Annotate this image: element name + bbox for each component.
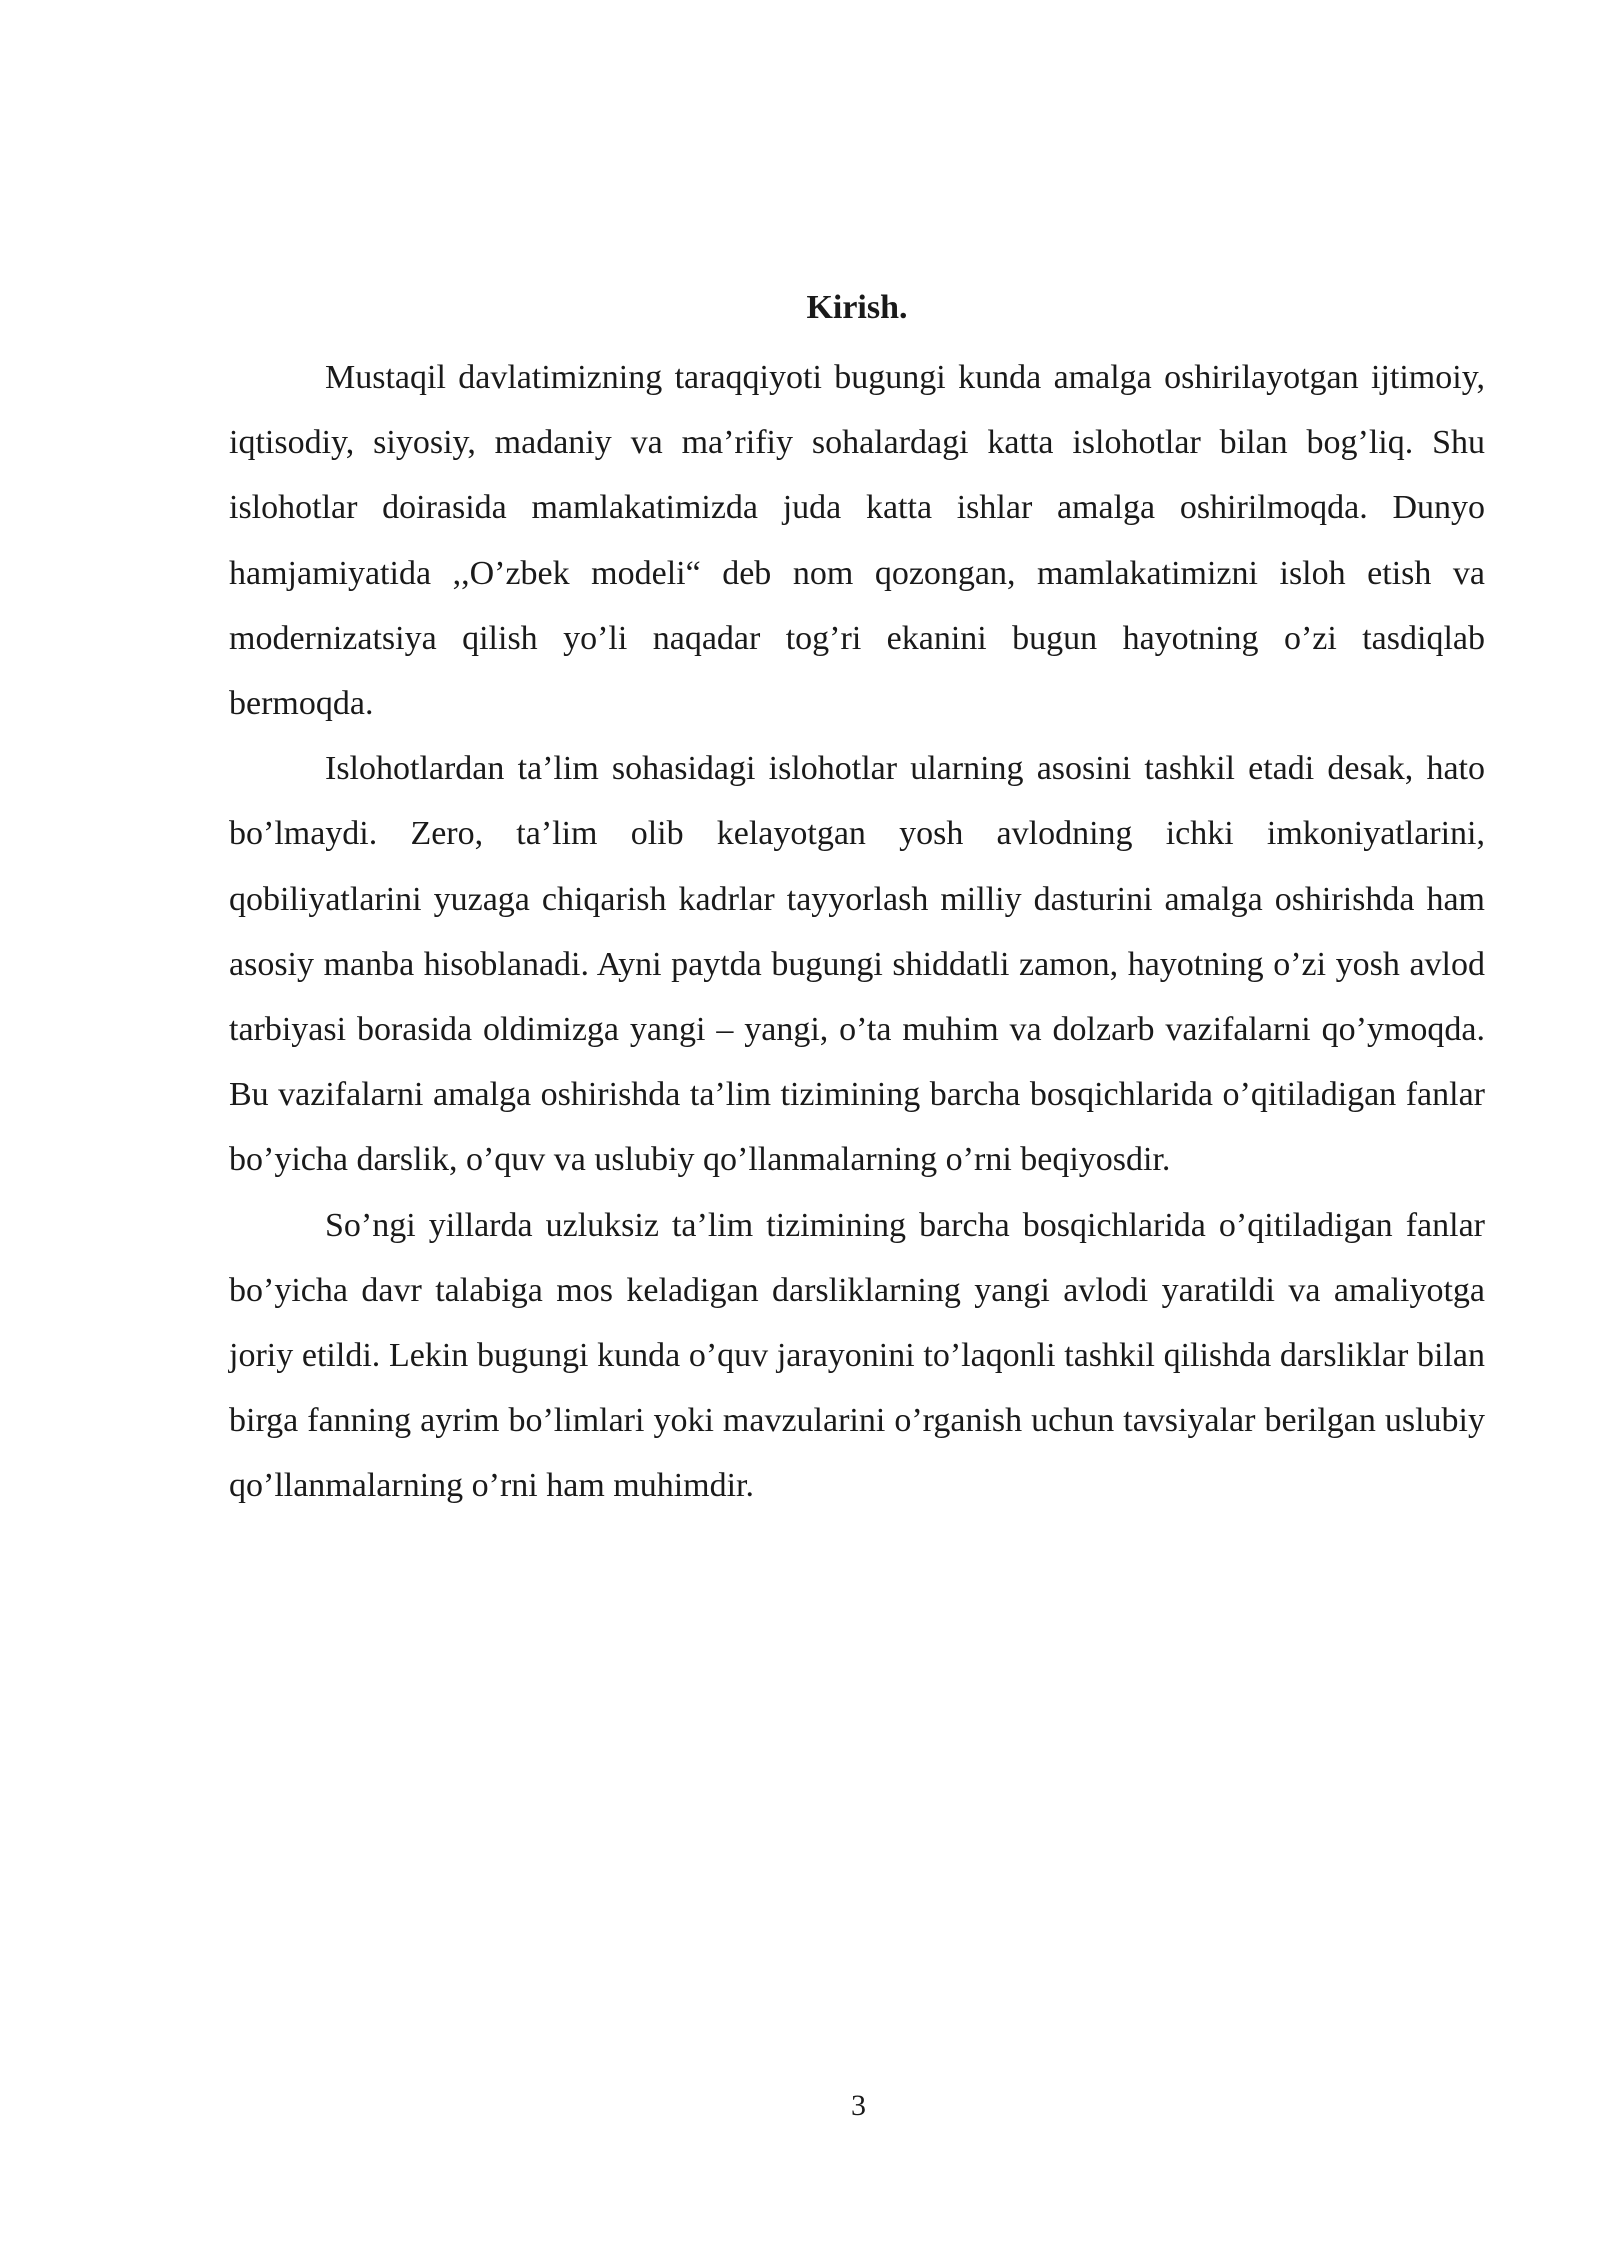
- paragraph-1: Mustaqil davlatimizning taraqqiyoti bugungi kunda amalga oshirilayotgan ijtimoiy, iqtisodiy, siyosiy, madaniy va ma’rifiy sohalardagi katta islohotlar bilan bog’liq. Shu islohotlar doirasida mamlakatimizda juda katta ishlar amalga oshirilmoqda. Dunyo hamjamiyatida ,,O’zbek modeli“ deb nom qozongan, mamlakatimizni isloh etish va modernizatsiya qilish yo’li naqadar tog’ri ekanini bugun hayotning o’zi tasdiqlab bermoqda.: [229, 359, 1485, 723]
- paragraph-3: So’ngi yillarda uzluksiz ta’lim tizimining barcha bosqichlarida o’qitiladigan fanlar bo’yicha davr talabiga mos keladigan darsliklarning yangi avlodi yaratildi va amaliyotga joriy etildi. Lekin bugungi kunda o’quv jarayonini to’laqonli tashkil qilishda darsliklar bilan birga fanning ayrim bo’limlari yoki mavzularini o’rganish uchun tavsiyalar berilgan uslubiy qo’llanmalarning o’rni ham muhimdir.: [229, 1206, 1485, 1505]
- page-content: [229, 284, 1485, 1519]
- page-number: 3: [851, 2089, 866, 2122]
- paragraph-2: Islohotlardan ta’lim sohasidagi islohotlar ularning asosini tashkil etadi desak, hato bo’lmaydi. Zero, ta’lim olib kelayotgan yosh avlodning ichki imkoniyatlarini, qobiliyatlarini yuzaga chiqarish kadrlar tayyorlash milliy dasturini amalga oshirishda ham asosiy manba hisoblanadi. Ayni paytda bugungi shiddatli zamon, hayotning o’zi yosh avlod tarbiyasi borasida oldimizga yangi – yangi, o’ta muhim va dolzarb vazifalarni qo’ymoqda. Bu vazifalarni amalga oshirishda ta’lim tizimining barcha bosqichlarida o’qitiladigan fanlar bo’yicha darslik, o’quv va uslubiy qo’llanmalarning o’rni beqiyosdir.: [229, 750, 1485, 1179]
- section-title: Kirish.: [806, 289, 908, 326]
